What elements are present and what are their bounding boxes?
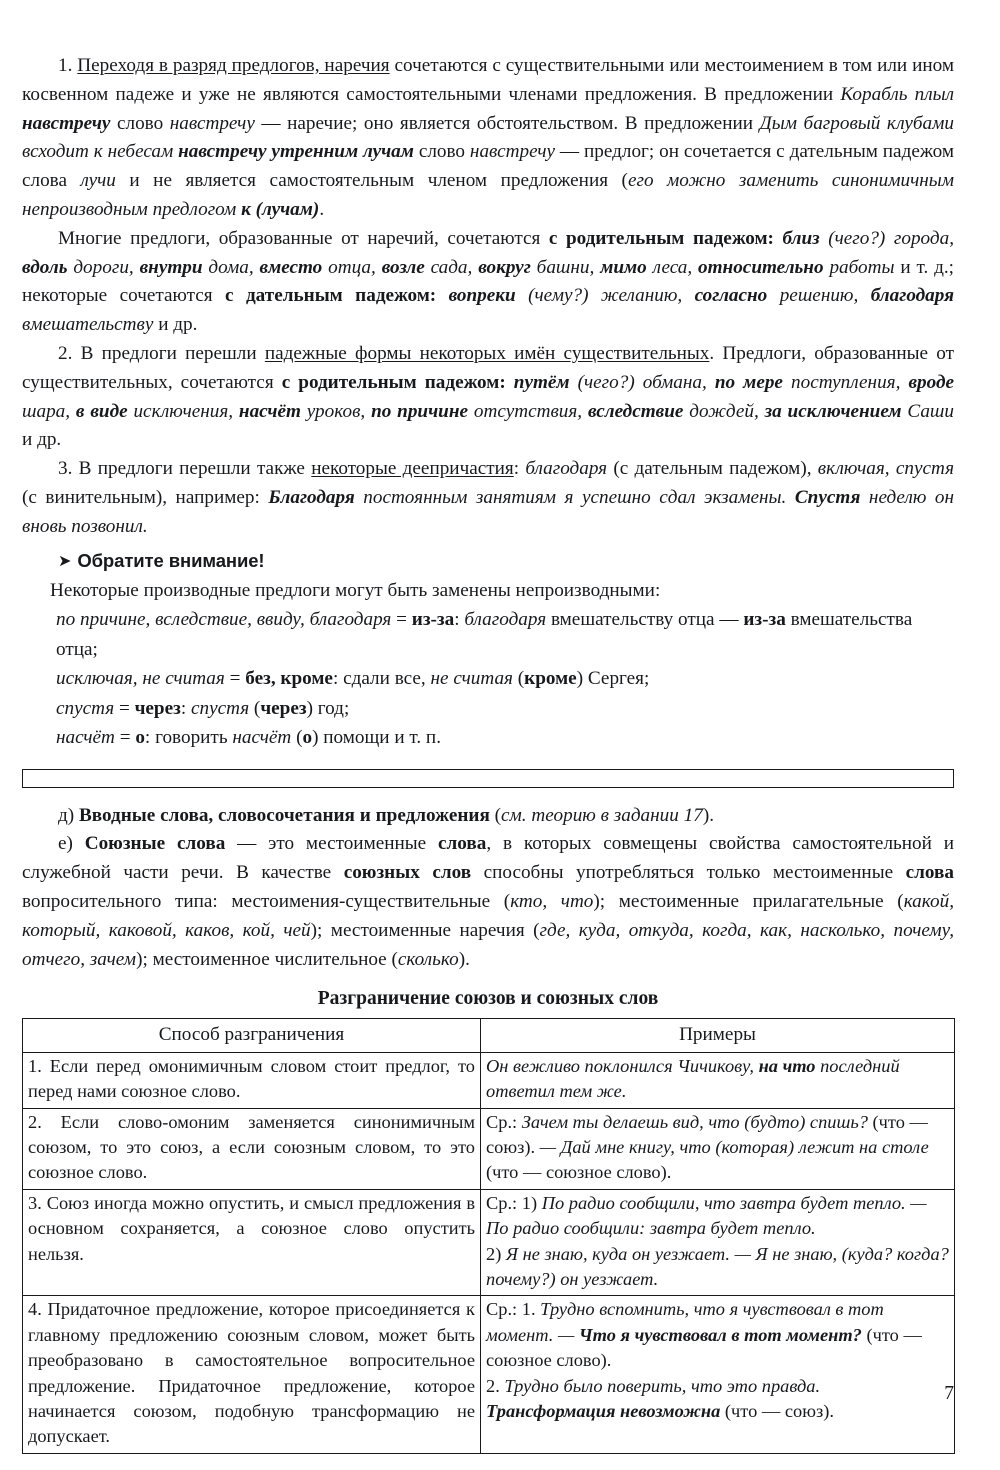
example-fragment: (что — союз). bbox=[720, 1401, 834, 1422]
example-fragment: Что я чувствовал в тот момент? bbox=[578, 1324, 862, 1345]
example-lead: говорить bbox=[155, 727, 233, 749]
arrow-bullet-icon: ➤ bbox=[58, 550, 72, 570]
table-row bbox=[23, 1052, 955, 1108]
example-preposition: возле bbox=[375, 256, 425, 278]
rule-2-mid: . Предлоги, образованные от существительных, сочетаются bbox=[22, 342, 954, 393]
table-cell-example bbox=[481, 1108, 955, 1189]
example-noun: леса, bbox=[646, 256, 693, 278]
equals-sign: = bbox=[114, 697, 135, 719]
p-e-bold-4: слова bbox=[905, 862, 954, 884]
page-number: 7 bbox=[944, 1383, 954, 1404]
rule-3-mid-3: (с винительным), например: bbox=[22, 486, 269, 508]
example-noun: отца, bbox=[322, 256, 376, 278]
example-noun: решению, bbox=[767, 285, 859, 307]
table-cell-method: 4. Придаточное предложение, которое присоединяется к главному предложению союзным словом, может быть преобразовано в самостоятельное вопросительное предложение. Придаточное предложение, которое начинается союзом, подобную трансформацию не допускает. bbox=[23, 1296, 481, 1453]
equals-sign: = bbox=[391, 609, 412, 631]
example-noun: сада, bbox=[424, 256, 473, 278]
nonderivative-prepositions-box bbox=[22, 769, 954, 788]
example-preposition: внутри bbox=[133, 256, 203, 278]
example-fragment: 2) bbox=[486, 1243, 506, 1264]
example-noun: (чего?) города, bbox=[819, 227, 954, 249]
rule-3-i-1: благодаря bbox=[525, 458, 608, 480]
example-plain-1: вмешательству отца — bbox=[546, 609, 744, 631]
example-noun: дождей, bbox=[683, 400, 759, 422]
rule-2-underlined: падежные формы некоторых имён существительных bbox=[264, 342, 710, 364]
table-header-examples: Примеры bbox=[481, 1019, 955, 1052]
attention-line bbox=[22, 664, 954, 694]
p-e-plain-4: вопросительного типа: местоимения-существительные ( bbox=[22, 890, 511, 912]
p-d-plain: ( bbox=[489, 804, 502, 826]
example-fragment: (что — союзное слово). bbox=[486, 1324, 922, 1371]
separator: : bbox=[144, 727, 156, 749]
p-e-bold-1: Союзные слова bbox=[72, 833, 226, 855]
p2-mid-1 bbox=[774, 228, 783, 249]
rule-3-i-4: неделю он вновь позвонил. bbox=[22, 486, 954, 537]
paragraph-rule-3 bbox=[22, 455, 954, 541]
attention-line bbox=[22, 605, 954, 664]
rule-1-text-c: — наречие; оно является обстоятельством. В предложении bbox=[254, 112, 760, 134]
example-noun: Саши bbox=[901, 400, 954, 422]
example-preposition: мимо bbox=[594, 256, 647, 278]
nonderived-preposition: о bbox=[135, 727, 145, 749]
separator: : bbox=[454, 609, 465, 631]
rule-2-marker: 2. bbox=[58, 342, 73, 364]
rule-2-bold-genitive: с родительным падежом: bbox=[281, 371, 506, 393]
example-preposition: вопреки bbox=[436, 285, 516, 307]
example-italic: не считая bbox=[430, 668, 513, 690]
example-bold: через bbox=[260, 697, 307, 719]
nonderived-preposition: через bbox=[134, 697, 181, 719]
p-e-plain-7: ); местоименное числительное ( bbox=[136, 948, 398, 970]
example-plain-2: ) год; bbox=[306, 697, 350, 719]
example-noun: уроков, bbox=[300, 400, 366, 422]
p-e-bold-2: слова bbox=[438, 833, 487, 855]
example-preposition: вместо bbox=[253, 256, 323, 278]
example-noun: башни, bbox=[530, 256, 595, 278]
example-bold: из-за bbox=[743, 609, 786, 631]
example-fragment: Ср.: 1. bbox=[486, 1299, 541, 1320]
example-fragment: Трудно было поверить, что это правда. bbox=[504, 1375, 821, 1396]
attention-intro: Некоторые производные предлоги могут быть заменены непроизводными: bbox=[50, 579, 661, 601]
table-cell-method: 2. Если слово-омоним заменяется синонимичным союзом, то это союз, а если союзным словом, то это союзное слово. bbox=[23, 1108, 481, 1189]
rule-3-underlined: некоторые деепричастия bbox=[311, 458, 514, 480]
example-preposition: относительно bbox=[692, 256, 824, 278]
example-fragment: (что — союз). bbox=[486, 1111, 928, 1157]
rule-1-text-f: и не является самостоятельным членом предложения ( bbox=[115, 170, 628, 192]
example-fragment: (что — союзное слово). bbox=[486, 1162, 672, 1183]
rule-1-example-2-bold: навстречу утренним лучам bbox=[178, 141, 414, 163]
example-noun: дома, bbox=[202, 256, 254, 278]
rule-3-i-2: включая, спустя bbox=[817, 458, 954, 480]
example-preposition: вроде bbox=[900, 371, 954, 393]
example-plain-1: ( bbox=[512, 668, 525, 690]
rule-1-word-1: навстречу bbox=[169, 112, 255, 134]
rule-1-text-d: слово bbox=[413, 141, 470, 163]
p-d-bold: Вводные слова, словосочетания и предложения bbox=[74, 804, 490, 826]
example-lead: сдали все, bbox=[343, 668, 431, 690]
attention-line bbox=[22, 723, 954, 753]
example-bold: о bbox=[302, 727, 313, 749]
paragraph-rule-1 bbox=[22, 52, 954, 225]
p2-bold-dative: с дательным падежом: bbox=[225, 285, 437, 307]
p-e-i-4: сколько bbox=[397, 948, 459, 970]
p-e-i-3: где, куда, откуда, когда, как, насколько, почему, отчего, зачем bbox=[22, 919, 954, 970]
rule-1-note-italic: его можно заменить синонимичным непроизводным предлогом bbox=[22, 170, 954, 220]
p-e-i-1: кто, что bbox=[510, 890, 594, 912]
equals-sign: = bbox=[224, 668, 246, 690]
p-e-bold-3: союзных слов bbox=[343, 862, 472, 884]
table-cell-example bbox=[481, 1296, 955, 1453]
example-plain-1: ( bbox=[249, 697, 261, 719]
example-noun: дороги, bbox=[67, 256, 134, 278]
table-header-row bbox=[23, 1019, 955, 1052]
example-fragment: Я не знаю, куда он уезжает. — Я не знаю, (куда? когда? почему?) он уезжает. bbox=[486, 1243, 949, 1289]
p-d-marker: д) bbox=[58, 804, 75, 826]
example-preposition: в виде bbox=[70, 400, 128, 422]
example-fragment: Он вежливо поклонился Чичикову, bbox=[486, 1055, 759, 1076]
p2-lead: Многие предлоги, образованные от наречий, сочетаются bbox=[58, 227, 549, 249]
nonderived-preposition: из-за bbox=[411, 609, 455, 631]
paragraph-d bbox=[22, 802, 954, 831]
attention-heading bbox=[22, 546, 954, 576]
nonderived-preposition: без, кроме bbox=[245, 668, 333, 690]
table-cell-method: 3. Союз иногда можно опустить, и смысл предложения в основном сохраняется, а союзное слово опустить нельзя. bbox=[23, 1189, 481, 1296]
p-d-italic: см. теорию в задании 17 bbox=[501, 804, 703, 826]
example-preposition: путём bbox=[505, 371, 570, 393]
table-row bbox=[23, 1189, 955, 1296]
example-plain-2: ) Сергея; bbox=[576, 668, 650, 690]
rule-1-word-3: лучи bbox=[80, 170, 116, 192]
rule-1-underlined-lead: Переходя в разряд предлогов, наречия bbox=[77, 55, 390, 76]
rule-3-i-3: постоянным занятиям я успешно сдал экзамены. bbox=[354, 486, 795, 508]
attention-heading-text: Обратите внимание! bbox=[77, 549, 265, 571]
rule-3-mid-1: : bbox=[513, 458, 526, 480]
separator: : bbox=[332, 668, 344, 690]
example-preposition: близ bbox=[782, 227, 820, 249]
table-cell-method: 1. Если перед омонимичным словом стоит предлог, то перед нами союзное слово. bbox=[23, 1052, 481, 1108]
table-cell-example bbox=[481, 1052, 955, 1108]
example-noun: отсутствия, bbox=[468, 400, 583, 422]
p2-bold-genitive: с родительным падежом: bbox=[548, 227, 774, 249]
example-preposition: вследствие bbox=[582, 400, 684, 422]
example-plain-2: вмешательства отца; bbox=[56, 609, 913, 660]
example-preposition: согласно bbox=[682, 285, 768, 307]
rule-1-note-bold: к (лучам) bbox=[241, 198, 320, 220]
example-plain-2: ) помощи и т. п. bbox=[312, 727, 441, 749]
p-e-plain-5: ); местоименные прилагательные ( bbox=[593, 890, 904, 912]
p-d-tail: ). bbox=[702, 804, 714, 826]
table-body bbox=[23, 1052, 955, 1453]
table-row bbox=[23, 1108, 955, 1189]
rule-3-lead: В предлоги перешли также bbox=[72, 458, 312, 480]
rule-3-bi-1: Благодаря bbox=[268, 486, 355, 508]
attention-lines bbox=[22, 605, 954, 753]
p2-tail: и др. bbox=[153, 314, 198, 336]
separator: : bbox=[180, 697, 191, 719]
rule-1-text-e: — предлог; он сочетается с дательным падежом слова bbox=[22, 141, 954, 192]
p-e-marker: е) bbox=[58, 833, 73, 855]
example-noun: вмешательству bbox=[22, 314, 154, 336]
derived-preposition: спустя bbox=[56, 697, 115, 719]
example-preposition: вокруг bbox=[472, 256, 531, 278]
example-preposition: благодаря bbox=[858, 285, 954, 307]
example-fragment: Ср.: 1) bbox=[486, 1192, 542, 1213]
example-noun: поступления, bbox=[782, 371, 901, 393]
paragraph-adverbial-preps bbox=[22, 225, 954, 340]
example-preposition: по причине bbox=[365, 400, 469, 422]
table-header-method: Способ разграничения bbox=[23, 1019, 481, 1052]
example-fragment: — Дай мне книгу, что (которая) лежит на столе bbox=[539, 1136, 929, 1157]
p-e-plain-2: , в которых совмещены свойства самостоятельной и служебной части речи. В качестве bbox=[22, 833, 954, 884]
rule-1-text-g: . bbox=[319, 198, 325, 220]
example-italic: насчёт bbox=[232, 727, 292, 749]
attention-line bbox=[22, 694, 954, 724]
table-title: Разграничение союзов и союзных слов bbox=[317, 988, 659, 1010]
example-preposition: вдоль bbox=[22, 256, 68, 278]
p-e-i-2: какой, который, каковой, каков, кой, чей bbox=[22, 890, 955, 941]
example-italic: благодаря bbox=[464, 609, 547, 631]
derived-preposition: насчёт bbox=[56, 727, 115, 749]
paragraph-rule-2 bbox=[22, 340, 954, 455]
rule-1-text-b: слово bbox=[110, 112, 170, 134]
example-preposition: насчёт bbox=[233, 400, 301, 422]
p-e-plain-8: ). bbox=[458, 948, 470, 970]
rule-1-example-1-bold: навстречу bbox=[22, 112, 111, 134]
example-fragment: Зачем ты делаешь вид, что (будто) спишь? bbox=[521, 1111, 868, 1132]
example-fragment: Трудно вспомнить, что я чувствовал в тот момент. — bbox=[486, 1299, 884, 1345]
example-fragment: последний ответил тем же. bbox=[486, 1055, 900, 1102]
derived-preposition: по причине, вследствие, ввиду, благодаря bbox=[56, 609, 392, 631]
p-e-plain-3: способны употребляться только местоименные bbox=[471, 862, 906, 884]
example-preposition: за исключением bbox=[758, 400, 902, 422]
equals-sign: = bbox=[114, 727, 136, 749]
example-noun: шара, bbox=[22, 400, 71, 422]
rule-2-lead: В предлоги перешли bbox=[72, 342, 265, 364]
rule-1-example-1-italic: Корабль плыл bbox=[840, 83, 954, 105]
example-fragment: Ср.: bbox=[486, 1111, 522, 1132]
rule-3-marker: 3. bbox=[58, 458, 73, 480]
rule-1-marker: 1. bbox=[58, 55, 73, 76]
rule-1-word-2: навстречу bbox=[469, 141, 556, 163]
rule-2-tail: и др. bbox=[22, 429, 62, 451]
example-plain-1: ( bbox=[291, 727, 303, 749]
example-bold: кроме bbox=[524, 668, 577, 690]
example-fragment: 2. bbox=[486, 1375, 505, 1396]
conjunctions-table bbox=[22, 1018, 955, 1454]
example-noun: (чему?) желанию, bbox=[515, 285, 683, 307]
paragraph-e bbox=[22, 830, 954, 974]
example-fragment: на что bbox=[758, 1055, 816, 1076]
rule-1-text-a: сочетаются с существительными или местоимением в том или ином косвенном падеже и уже не являются самостоятельными членами предложения. В предложении bbox=[22, 55, 955, 105]
example-noun: исключения, bbox=[127, 400, 234, 422]
rule-3-bi-2: Спустя bbox=[794, 486, 861, 508]
example-fragment: По радио сообщили, что завтра будет тепло. — По радио сообщили: завтра будет тепло. bbox=[486, 1192, 927, 1239]
table-cell-example bbox=[481, 1189, 955, 1296]
page-content bbox=[22, 52, 954, 1454]
table-row bbox=[23, 1296, 955, 1453]
rule-3-mid-2: (с дательным падежом), bbox=[607, 458, 818, 480]
example-noun: (чего?) обмана, bbox=[569, 371, 707, 393]
p-e-plain-6: ); местоименные наречия ( bbox=[310, 919, 540, 941]
rule-1-example-2-italic: Дым багровый клубами всходит к небесам bbox=[22, 112, 954, 163]
derived-preposition: исключая, не считая bbox=[56, 668, 225, 690]
example-italic: спустя bbox=[190, 697, 250, 719]
p2-mid-2: и т. д.; некоторые сочетаются bbox=[22, 256, 955, 307]
p-e-plain-1: — это местоименные bbox=[225, 833, 439, 855]
example-preposition: по мере bbox=[706, 371, 783, 393]
example-noun: работы bbox=[823, 256, 895, 278]
example-fragment: Трансформация невозможна bbox=[486, 1401, 721, 1422]
